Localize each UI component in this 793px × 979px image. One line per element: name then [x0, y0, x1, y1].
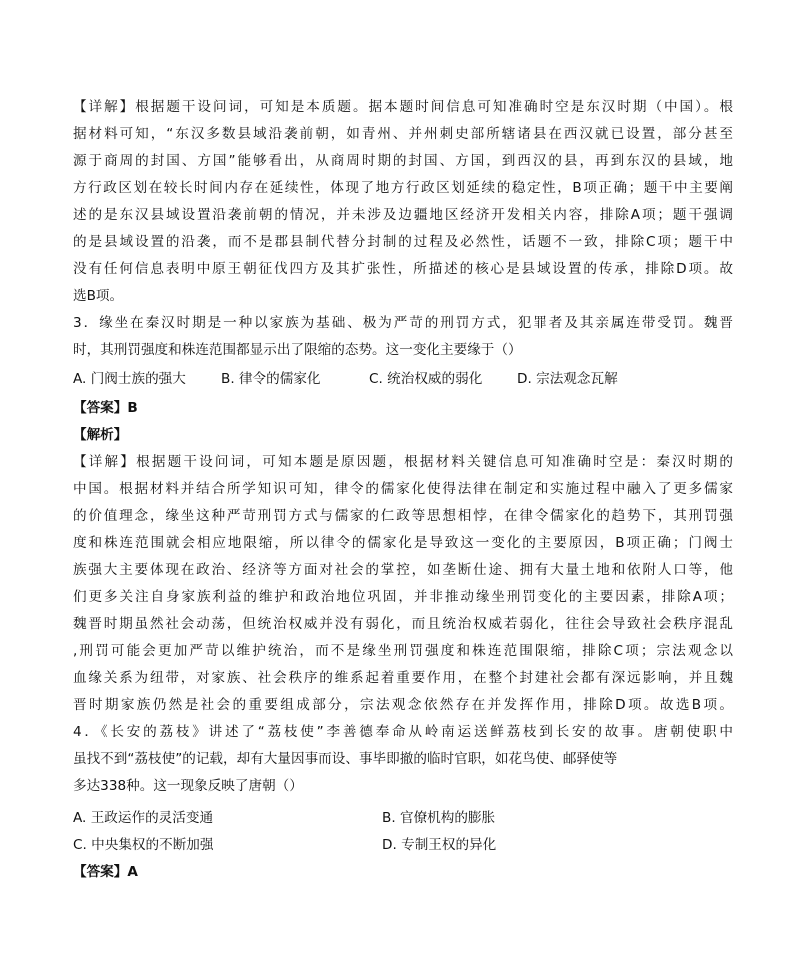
- q3-explanation-line: 【详解】根据题干设问词，可知本题是原因题，根据材料关键信息可知准确时空是：秦汉时期的: [73, 454, 733, 470]
- q3-explanation-line: 中国。根据材料并结合所学知识可知，律令的儒家化使得法律在制定和实施过程中融入了更多儒家: [73, 481, 733, 497]
- q3-answer: 【答案】B: [73, 400, 138, 416]
- q2-explanation-line: 没有任何信息表明中原王朝征伐四方及其扩张性，所描述的核心是县域设置的传承，排除D项。故: [73, 261, 733, 277]
- q3-explanation-line: 魏晋时期虽然社会动荡，但统治权威并没有弱化，而且统治权威若弱化，往往会导致社会秩序混乱: [73, 616, 733, 632]
- q4-option-d[interactable]: D. 专制王权的异化: [382, 837, 497, 853]
- q2-explanation-line: 述的是东汉县域设置沿袭前朝的情况，并未涉及边疆地区经济开发相关内容，排除A项；题干强调: [73, 207, 733, 223]
- q4-option-b[interactable]: B. 官僚机构的膨胀: [382, 810, 496, 826]
- q2-explanation-line: 方行政区划在较长时间内存在延续性，体现了地方行政区划延续的稳定性，B项正确；题干中主要阐: [73, 180, 733, 196]
- q4-stem-line: 虽找不到“荔枝使”的记载，却有大量因事而设、事毕即撤的临时官职，如花鸟使、邮驿使等: [73, 751, 618, 767]
- q3-option-a[interactable]: A. 门阀士族的强大: [73, 371, 186, 387]
- q2-explanation-line: 的是县域设置的沿袭，而不是郡县制代替分封制的过程及必然性，话题不一致，排除C项；题干中: [73, 234, 733, 250]
- q3-explanation-line: ,刑罚可能会更加严苛以维护统治，而不是缘坐刑罚强度和株连范围限缩，排除C项；宗法观念以: [73, 643, 733, 659]
- q3-option-c[interactable]: C. 统治权威的弱化: [369, 371, 483, 387]
- q2-explanation-line: 据材料可知，“东汉多数县域沿袭前朝，如青州、并州刺史部所辖诸县在西汉就已设置，部分甚至: [73, 126, 733, 142]
- q3-options: [73, 369, 733, 391]
- q4-option-a[interactable]: A. 王政运作的灵活变通: [73, 810, 214, 826]
- q4-stem-line: 多达338种。这一现象反映了唐朝（）: [73, 778, 303, 794]
- q2-explanation-line: 【详解】根据题干设问词，可知是本质题。据本题时间信息可知准确时空是东汉时期（中国）。根: [73, 99, 733, 115]
- q2-explanation-line: 选B项。: [73, 288, 124, 304]
- q3-stem-line: 时，其刑罚强度和株连范围都显示出了限缩的态势。这一变化主要缘于（）: [73, 342, 522, 358]
- q3-explanation-line: 族强大主要体现在政治、经济等方面对社会的掌控，如垄断仕途、拥有大量土地和依附人口等，他: [73, 562, 733, 578]
- q3-stem-line: 3．缘坐在秦汉时期是一种以家族为基础、极为严苛的刑罚方式，犯罪者及其亲属连带受罚。魏晋: [73, 315, 733, 331]
- q4-stem-line: 4．《长安的荔枝》讲述了“荔枝使”李善德奉命从岭南运送鲜荔枝到长安的故事。唐朝使职中: [73, 724, 733, 740]
- q3-explanation-line: 的价值理念，缘坐这种严苛刑罚方式与儒家的仁政等思想相悖，在律令儒家化的趋势下，其刑罚强: [73, 508, 733, 524]
- q2-explanation-line: 源于商周的封国、方国”能够看出，从商周时期的封国、方国，到西汉的县，再到东汉的县域，地: [73, 153, 733, 169]
- q4-option-c[interactable]: C. 中央集权的不断加强: [73, 837, 214, 853]
- q3-explanation-line: 血缘关系为纽带，对家族、社会秩序的维系起着重要作用，在整个封建社会都有深远影响，并且魏: [73, 670, 733, 686]
- q3-analysis-label: 【解析】: [73, 427, 128, 443]
- q3-option-b[interactable]: B. 律令的儒家化: [221, 371, 321, 387]
- q3-explanation-line: 们更多关注自身家族利益的维护和政治地位巩固，并非推动缘坐刑罚变化的主要因素，排除A项；: [73, 589, 733, 605]
- q3-explanation-line: 晋时期家族仍然是社会的重要组成部分，宗法观念依然存在并发挥作用，排除D项。故选B项。: [73, 697, 733, 713]
- q4-options-row-1: [73, 808, 733, 830]
- q4-options-row-2: [73, 835, 733, 857]
- q3-option-d[interactable]: D. 宗法观念瓦解: [517, 371, 618, 387]
- q3-explanation-line: 度和株连范围就会相应地限缩，所以律令的儒家化是导致这一变化的主要原因，B项正确；门阀士: [73, 535, 733, 551]
- q4-answer: 【答案】A: [73, 864, 138, 880]
